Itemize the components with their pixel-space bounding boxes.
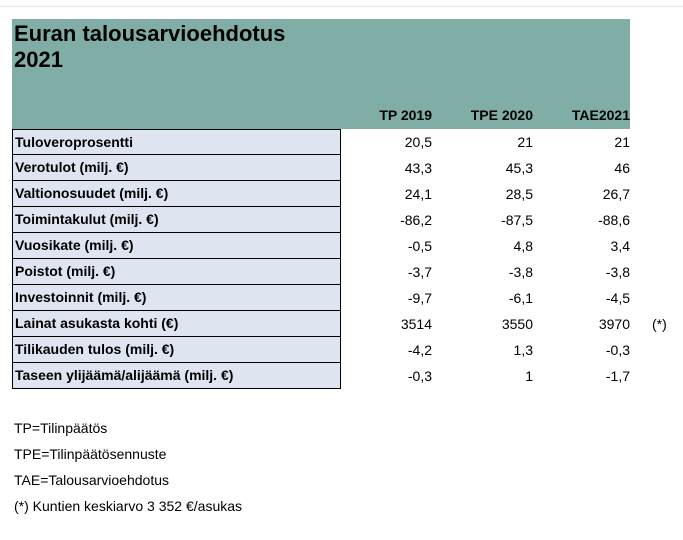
row-value: -3,8 — [605, 264, 630, 280]
row-label: Taseen ylijäämä/alijäämä (milj. €) — [12, 363, 341, 389]
row-value: -0,3 — [407, 368, 432, 384]
row-value: -4,5 — [605, 290, 630, 306]
row-value: -9,7 — [407, 290, 432, 306]
legend-item: TP=Tilinpäätös — [14, 420, 108, 436]
top-divider — [0, 6, 683, 7]
table-row — [12, 233, 672, 259]
row-label: Poistot (milj. €) — [12, 259, 341, 285]
row-value: -87,5 — [501, 212, 533, 228]
row-value: -0,5 — [407, 238, 432, 254]
page-title — [14, 21, 285, 73]
row-value: 21 — [517, 134, 533, 150]
row-value: 3550 — [501, 316, 533, 332]
row-label: Investoinnit (milj. €) — [12, 285, 341, 311]
row-value: -1,7 — [605, 368, 630, 384]
row-label: Tilikauden tulos (milj. €) — [12, 337, 341, 363]
row-value: 24,1 — [404, 186, 432, 202]
row-value: 26,7 — [602, 186, 630, 202]
row-value: 3970 — [598, 316, 630, 332]
row-note: (*) — [652, 316, 667, 332]
column-header-tp2019: TP 2019 — [379, 107, 432, 123]
row-value: 3514 — [400, 316, 432, 332]
table-row — [12, 285, 672, 311]
legend-item: TAE=Talousarvioehdotus — [14, 472, 169, 488]
row-value: 46 — [614, 160, 630, 176]
row-label: Verotulot (milj. €) — [12, 155, 341, 181]
legend-item: (*) Kuntien keskiarvo 3 352 €/asukas — [14, 498, 243, 514]
row-label: Lainat asukasta kohti (€) — [12, 311, 341, 337]
row-value: 21 — [614, 134, 630, 150]
row-label: Tuloveroprosentti — [12, 129, 341, 155]
row-value: 20,5 — [404, 134, 432, 150]
column-header-tae2021: TAE2021 — [571, 107, 630, 123]
row-value: -3,7 — [407, 264, 432, 280]
table-row — [12, 129, 672, 155]
row-value: -4,2 — [407, 342, 432, 358]
row-value: 45,3 — [505, 160, 533, 176]
table-row — [12, 155, 672, 181]
table-row — [12, 363, 672, 389]
row-label: Toimintakulut (milj. €) — [12, 207, 341, 233]
row-value: 28,5 — [505, 186, 533, 202]
row-value: 4,8 — [513, 238, 533, 254]
row-value: -3,8 — [508, 264, 533, 280]
row-value: -86,2 — [400, 212, 432, 228]
table-row — [12, 337, 672, 363]
row-value: -0,3 — [605, 342, 630, 358]
title-line-1: Euran talousarvioehdotus — [14, 21, 286, 46]
row-value: 3,4 — [610, 238, 630, 254]
table-header — [12, 19, 630, 129]
table-row — [12, 259, 672, 285]
legend-item: TPE=Tilinpäätösennuste — [14, 446, 167, 462]
row-value: 1,3 — [513, 342, 533, 358]
table-row — [12, 181, 672, 207]
row-label: Vuosikate (milj. €) — [12, 233, 341, 259]
row-value: 1 — [525, 368, 533, 384]
row-value: -88,6 — [598, 212, 630, 228]
row-value: 43,3 — [404, 160, 432, 176]
column-header-tpe2020: TPE 2020 — [470, 107, 533, 123]
table-row — [12, 311, 672, 337]
row-value: -6,1 — [508, 290, 533, 306]
title-line-2: 2021 — [14, 47, 63, 72]
table-row — [12, 207, 672, 233]
row-label: Valtionosuudet (milj. €) — [12, 181, 341, 207]
